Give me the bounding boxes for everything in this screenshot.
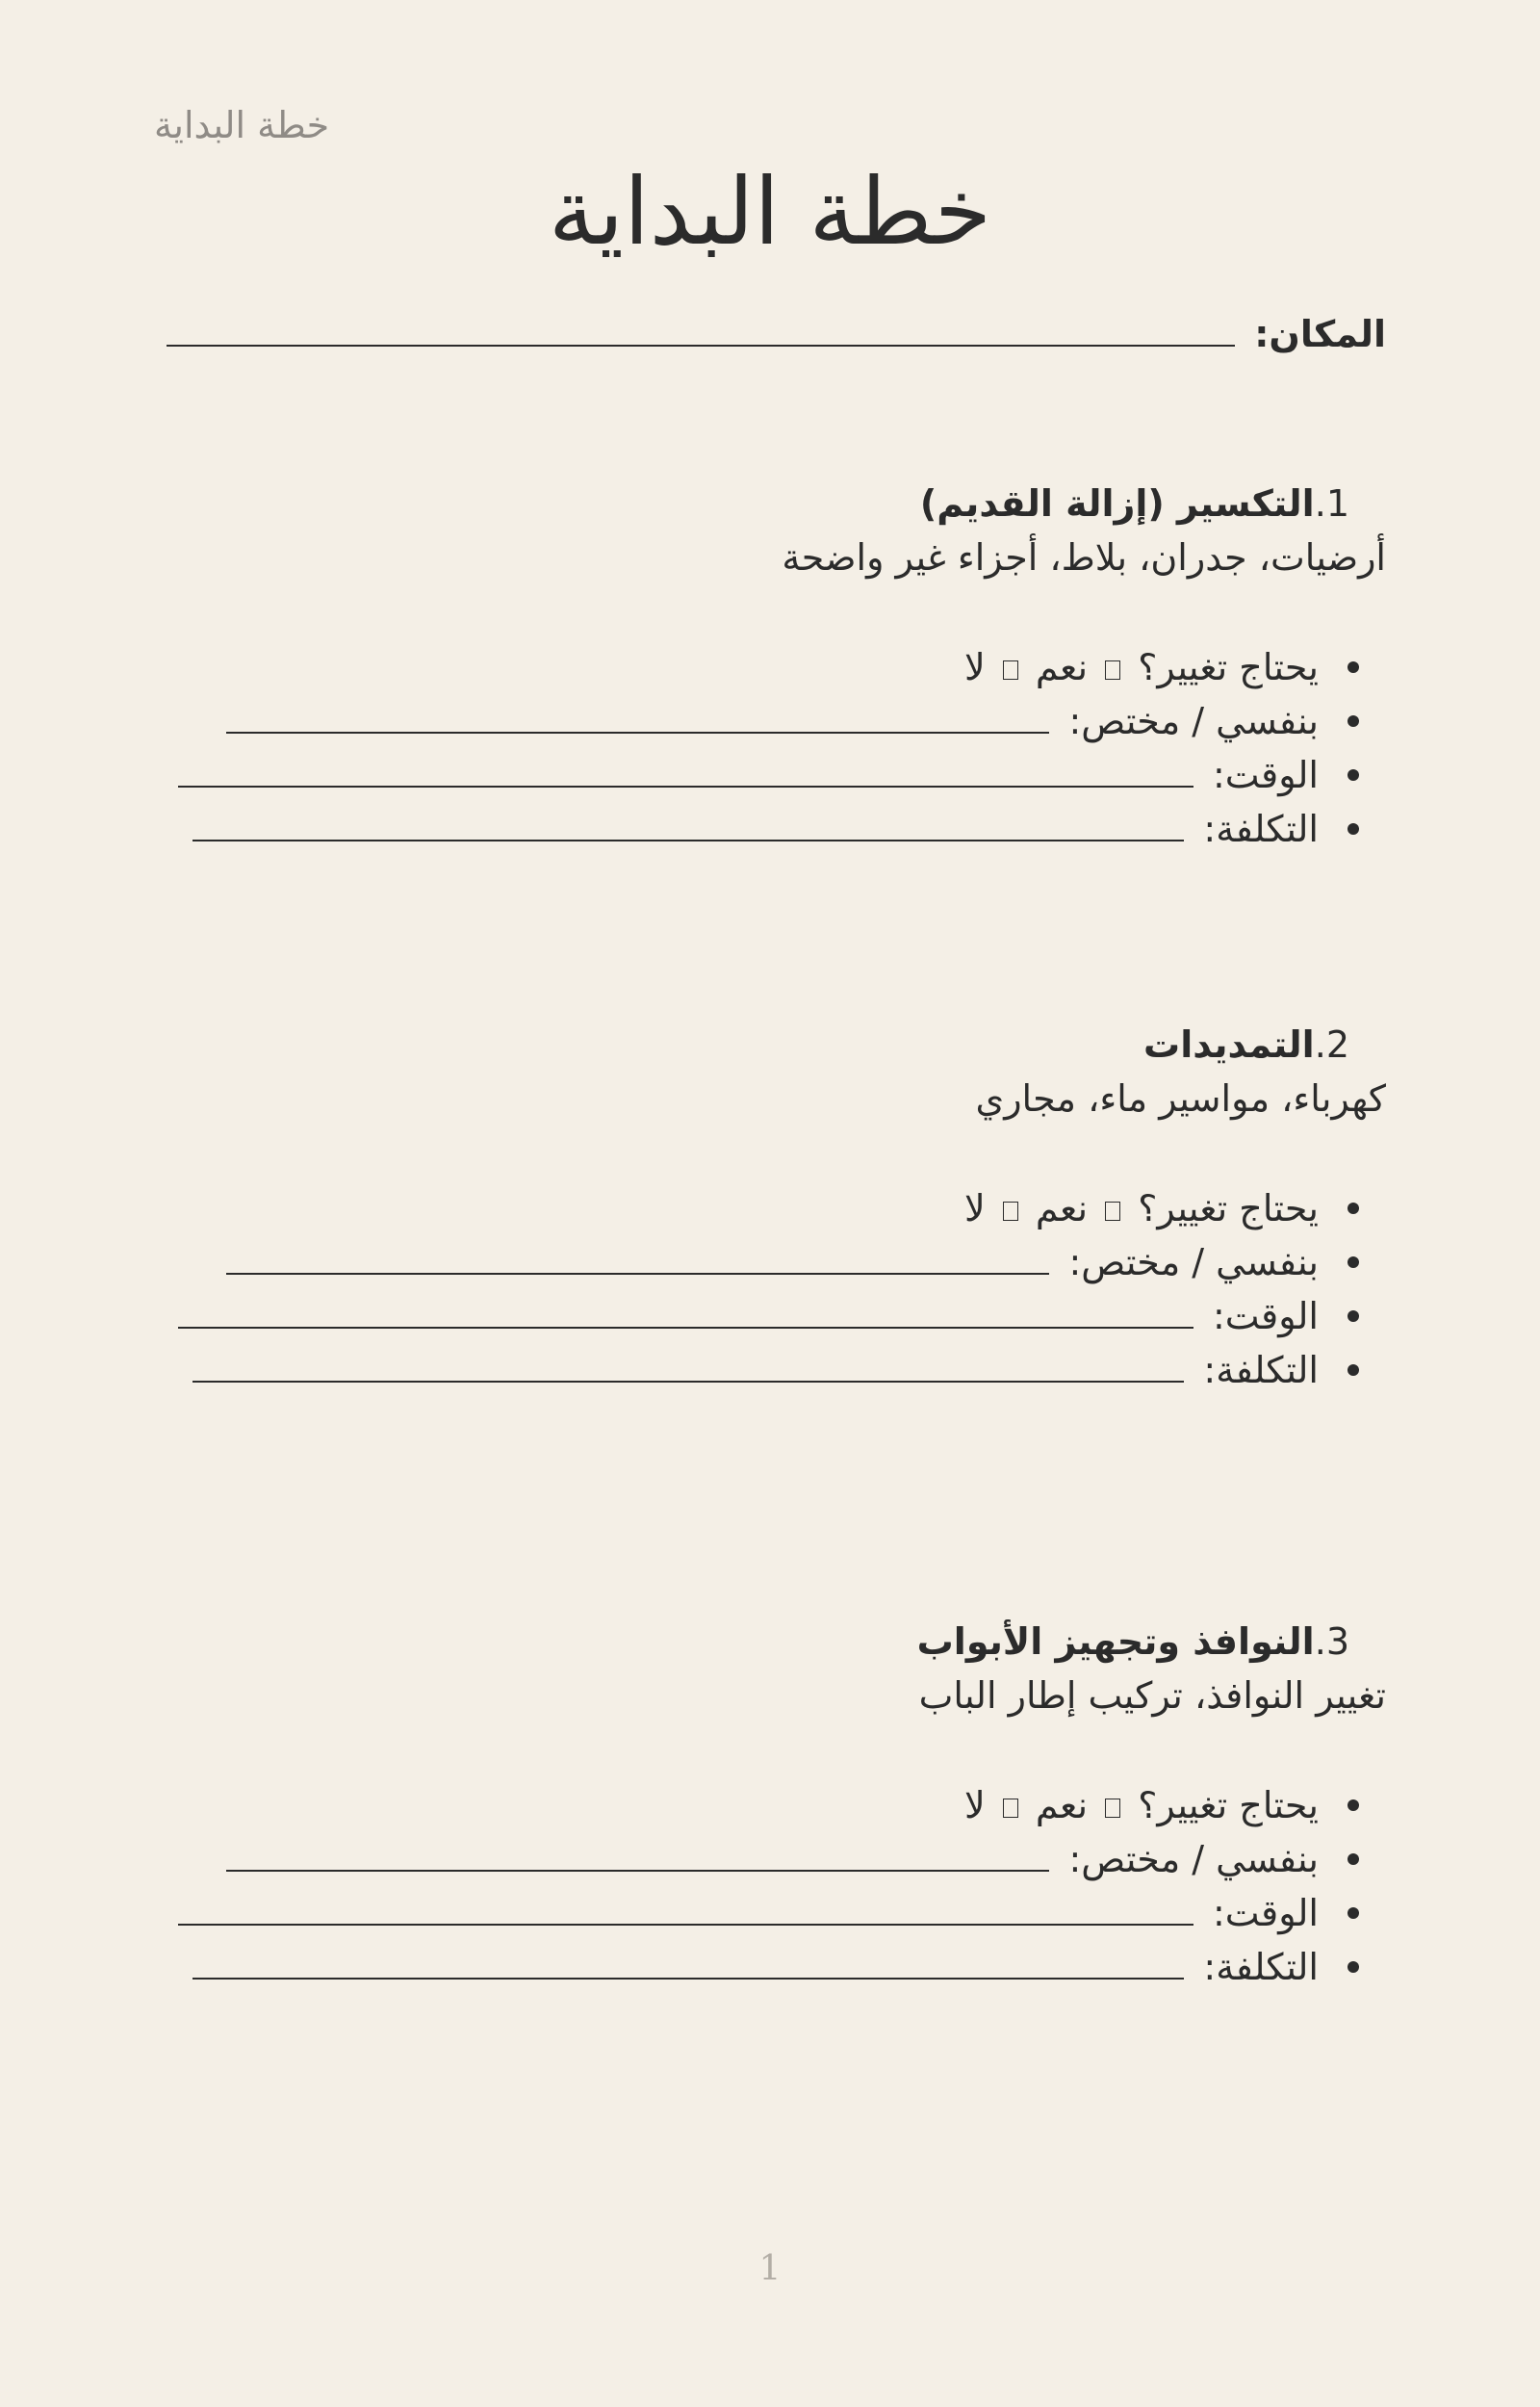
bullet (1348, 823, 1359, 835)
section-checklist (135, 1778, 1386, 1994)
page-number: 1 (758, 2249, 782, 2289)
checklist-item-cost (135, 1940, 1319, 1994)
section-title: التكسير (إزالة القديم) (919, 482, 1315, 525)
section-installations (135, 1018, 1386, 1397)
cost-blank-line[interactable] (192, 1352, 1184, 1383)
needs-change-label: يحتاج تغيير؟ (1138, 1784, 1319, 1826)
bullet (1348, 1799, 1359, 1811)
no-label: لا (964, 1784, 986, 1826)
cost-label: التكلفة: (1203, 1946, 1319, 1988)
checkbox-no[interactable] (1003, 1799, 1018, 1818)
place-field (135, 313, 1386, 355)
yes-label: نعم (1035, 1784, 1089, 1826)
time-label: الوقت: (1212, 754, 1319, 796)
checklist-item-needs-change (135, 1778, 1319, 1832)
bullet (1348, 1961, 1359, 1973)
by-whom-blank-line[interactable] (226, 1841, 1049, 1872)
section-description: أرضيات، جدران، بلاط، أجزاء غير واضحة (782, 536, 1386, 579)
checkbox-yes[interactable] (1105, 1202, 1120, 1221)
no-label: لا (964, 646, 986, 688)
checklist-item-cost (135, 802, 1319, 856)
time-label: الوقت: (1212, 1892, 1319, 1934)
bullet (1348, 1256, 1359, 1268)
section-heading (135, 1018, 1349, 1072)
bullet (1348, 1907, 1359, 1919)
section-demolition (135, 477, 1386, 856)
time-label: الوقت: (1212, 1295, 1319, 1337)
section-windows-doors (135, 1615, 1386, 1994)
checkbox-yes[interactable] (1105, 660, 1120, 680)
by-whom-label: بنفسي / مختص: (1068, 700, 1319, 742)
checklist-item-by-whom (135, 1235, 1319, 1289)
section-checklist (135, 640, 1386, 856)
needs-change-label: يحتاج تغيير؟ (1138, 1187, 1319, 1229)
checkbox-yes[interactable] (1105, 1799, 1120, 1818)
cost-blank-line[interactable] (192, 811, 1184, 841)
bullet (1348, 1310, 1359, 1322)
section-heading (135, 1615, 1349, 1669)
section-checklist (135, 1181, 1386, 1397)
section-number: 1. (1314, 482, 1349, 525)
bullet (1348, 715, 1359, 727)
bullet (1348, 769, 1359, 781)
checklist-item-time (135, 1289, 1319, 1343)
by-whom-label: بنفسي / مختص: (1068, 1241, 1319, 1283)
by-whom-blank-line[interactable] (226, 1244, 1049, 1275)
bullet (1348, 1853, 1359, 1865)
checkbox-no[interactable] (1003, 1202, 1018, 1221)
yes-label: نعم (1035, 1187, 1089, 1229)
bullet (1348, 661, 1359, 673)
place-label: المكان: (1254, 313, 1386, 355)
time-blank-line[interactable] (178, 1298, 1194, 1329)
section-description: كهرباء، مواسير ماء، مجاري (975, 1077, 1386, 1120)
time-blank-line[interactable] (178, 757, 1194, 788)
time-blank-line[interactable] (178, 1895, 1194, 1926)
yes-label: نعم (1035, 646, 1089, 688)
checkbox-no[interactable] (1003, 660, 1018, 680)
checklist-item-time (135, 1886, 1319, 1940)
cost-blank-line[interactable] (192, 1949, 1184, 1980)
checklist-item-needs-change (135, 1181, 1319, 1235)
section-title: التمديدات (1143, 1023, 1315, 1066)
section-title: النوافذ وتجهيز الأبواب (916, 1620, 1315, 1663)
section-number: 2. (1314, 1023, 1349, 1066)
page-title: خطة البداية (548, 158, 992, 266)
place-blank-line[interactable] (167, 316, 1235, 347)
cost-label: التكلفة: (1203, 1349, 1319, 1391)
cost-label: التكلفة: (1203, 808, 1319, 850)
bullet (1348, 1364, 1359, 1376)
checklist-item-time (135, 748, 1319, 802)
checklist-item-by-whom (135, 694, 1319, 748)
checklist-item-by-whom (135, 1832, 1319, 1886)
section-description: تغيير النوافذ، تركيب إطار الباب (918, 1674, 1386, 1717)
section-heading (135, 477, 1349, 531)
bullet (1348, 1203, 1359, 1214)
by-whom-blank-line[interactable] (226, 703, 1049, 734)
no-label: لا (964, 1187, 986, 1229)
running-header: خطة البداية (154, 104, 330, 146)
checklist-item-needs-change (135, 640, 1319, 694)
needs-change-label: يحتاج تغيير؟ (1138, 646, 1319, 688)
checklist-item-cost (135, 1343, 1319, 1397)
by-whom-label: بنفسي / مختص: (1068, 1838, 1319, 1880)
section-number: 3. (1314, 1620, 1349, 1663)
